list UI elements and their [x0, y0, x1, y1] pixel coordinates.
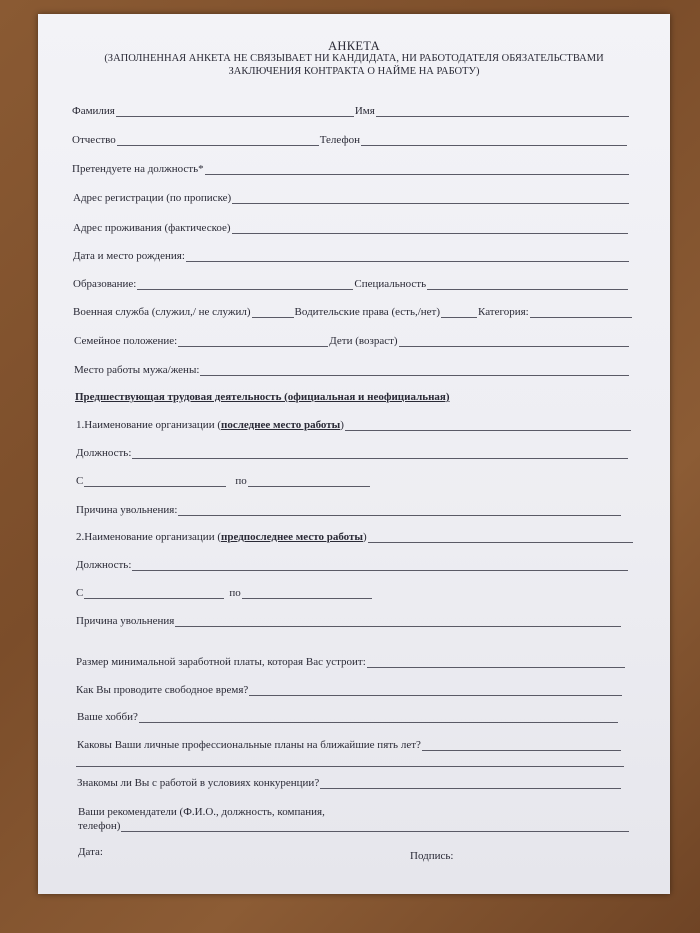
row-spouse-work: [74, 364, 630, 376]
to2-field[interactable]: [242, 587, 372, 599]
to1-field[interactable]: [248, 475, 370, 487]
from1-field[interactable]: [84, 475, 226, 487]
row-salary: [76, 656, 626, 668]
phone-label: Телефон: [319, 134, 360, 146]
row-competition: [77, 777, 622, 789]
category-label: Категория:: [478, 306, 529, 318]
date-row: [78, 846, 103, 858]
surname-field[interactable]: [116, 105, 354, 117]
competition-field[interactable]: [320, 777, 621, 789]
hobby-label: Ваше хобби?: [77, 711, 138, 723]
plans-field[interactable]: [422, 739, 621, 751]
reason2-label: Причина увольнения: [76, 615, 175, 627]
spouse-work-field[interactable]: [200, 364, 629, 376]
job2-label: Должность:: [76, 559, 132, 571]
org1-last-job: последнее место работы: [221, 419, 341, 431]
row-birth: [73, 250, 630, 262]
work-history-heading-row: [75, 391, 450, 403]
row-surname-name: [72, 105, 630, 117]
row-military: [73, 306, 633, 318]
competition-label: Знакомы ли Вы с работой в условиях конкуренции?: [77, 777, 320, 789]
name-label: Имя: [354, 105, 375, 117]
military-label: Военная служба (служил,/ не служил): [73, 306, 251, 318]
license-field[interactable]: [441, 306, 477, 318]
row-period2: [76, 587, 373, 599]
from2-field[interactable]: [84, 587, 224, 599]
row-plans: [77, 739, 622, 751]
patronymic-label: Отчество: [72, 134, 116, 146]
org1-field[interactable]: [345, 419, 631, 431]
row-refs-1: [78, 806, 325, 818]
education-field[interactable]: [137, 278, 353, 290]
live-address-field[interactable]: [232, 222, 628, 234]
work-history-heading: Предшествующая трудовая деятельность (официальная и неофициальная): [75, 391, 450, 403]
questionnaire-sheet: [38, 14, 670, 894]
from1-label: С: [76, 475, 84, 487]
row-family: [74, 335, 630, 347]
position-label: Претендуете на должность*: [72, 163, 204, 175]
education-label: Образование:: [73, 278, 137, 290]
job1-field[interactable]: [132, 447, 628, 459]
live-address-label: Адрес проживания (фактическое): [73, 222, 231, 234]
to1-label: по: [235, 475, 247, 487]
phone-field[interactable]: [361, 134, 627, 146]
row-free-time: [76, 684, 623, 696]
refs-field[interactable]: [121, 820, 629, 832]
surname-label: Фамилия: [72, 105, 115, 117]
military-field[interactable]: [252, 306, 294, 318]
form-subtitle: [38, 52, 670, 78]
birth-field[interactable]: [186, 250, 629, 262]
position-field[interactable]: [205, 163, 629, 175]
free-time-label: Как Вы проводите свободное время?: [76, 684, 249, 696]
row-period1: [76, 475, 371, 487]
plans-label: Каковы Ваши личные профессиональные планы на ближайшие пять лет?: [77, 739, 421, 751]
reason1-label: Причина увольнения:: [76, 504, 178, 516]
job2-field[interactable]: [132, 559, 628, 571]
row-live-address: [73, 222, 629, 234]
to2-label: по: [229, 587, 241, 599]
row-reason1: [76, 504, 622, 516]
hobby-field[interactable]: [139, 711, 618, 723]
org2-label: 2.Наименование организации (предпоследнее место работы): [76, 531, 367, 543]
subtitle-line-1: (ЗАПОЛНЕННАЯ АНКЕТА НЕ СВЯЗЫВАЕТ НИ КАНДИДАТА, НИ РАБОТОДАТЕЛЯ ОБЯЗАТЕЛЬСТВАМИ: [104, 53, 604, 64]
row-position: [72, 163, 630, 175]
family-field[interactable]: [178, 335, 328, 347]
reason2-field[interactable]: [175, 615, 621, 627]
row-hobby: [77, 711, 619, 723]
form-title: АНКЕТА: [328, 39, 380, 53]
row-job2: [76, 559, 629, 571]
row-job1: [76, 447, 629, 459]
subtitle-line-2: ЗАКЛЮЧЕНИЯ КОНТРАКТА О НАЙМЕ НА РАБОТУ): [228, 66, 480, 77]
spouse-work-label: Место работы мужа/жены:: [74, 364, 200, 376]
category-field[interactable]: [530, 306, 632, 318]
children-label: Дети (возраст): [329, 335, 398, 347]
signature-label: Подпись:: [410, 850, 454, 862]
family-label: Семейное положение:: [74, 335, 178, 347]
org2-prev-job: предпоследнее место работы: [221, 531, 364, 543]
row-education: [73, 278, 629, 290]
job1-label: Должность:: [76, 447, 132, 459]
reg-address-field[interactable]: [232, 192, 629, 204]
children-field[interactable]: [399, 335, 629, 347]
birth-label: Дата и место рождения:: [73, 250, 185, 262]
row-reg-address: [73, 192, 630, 204]
plans-extra-line[interactable]: [76, 766, 624, 767]
row-org2: [76, 531, 634, 543]
refs-label-line1: Ваши рекомендатели (Ф.И.О., должность, компания,: [78, 806, 325, 818]
salary-label: Размер минимальной заработной платы, которая Вас устроит:: [76, 656, 366, 668]
org1-label: 1.Наименование организации (последнее место работы): [76, 419, 344, 431]
free-time-field[interactable]: [249, 684, 622, 696]
row-refs-2: [78, 820, 630, 832]
from2-label: С: [76, 587, 84, 599]
license-label: Водительские права (есть,/нет): [294, 306, 441, 318]
reg-address-label: Адрес регистрации (по прописке): [73, 192, 232, 204]
row-reason2: [76, 615, 622, 627]
reason1-field[interactable]: [178, 504, 621, 516]
patronymic-field[interactable]: [117, 134, 319, 146]
date-label: Дата:: [78, 846, 103, 858]
specialty-label: Специальность: [354, 278, 427, 290]
specialty-field[interactable]: [427, 278, 628, 290]
row-org1: [76, 419, 632, 431]
signature-row: [410, 850, 453, 862]
refs-label-line2: телефон): [78, 820, 121, 832]
name-field[interactable]: [376, 105, 629, 117]
row-patronymic-phone: [72, 134, 628, 146]
salary-field[interactable]: [367, 656, 625, 668]
org2-field[interactable]: [368, 531, 633, 543]
